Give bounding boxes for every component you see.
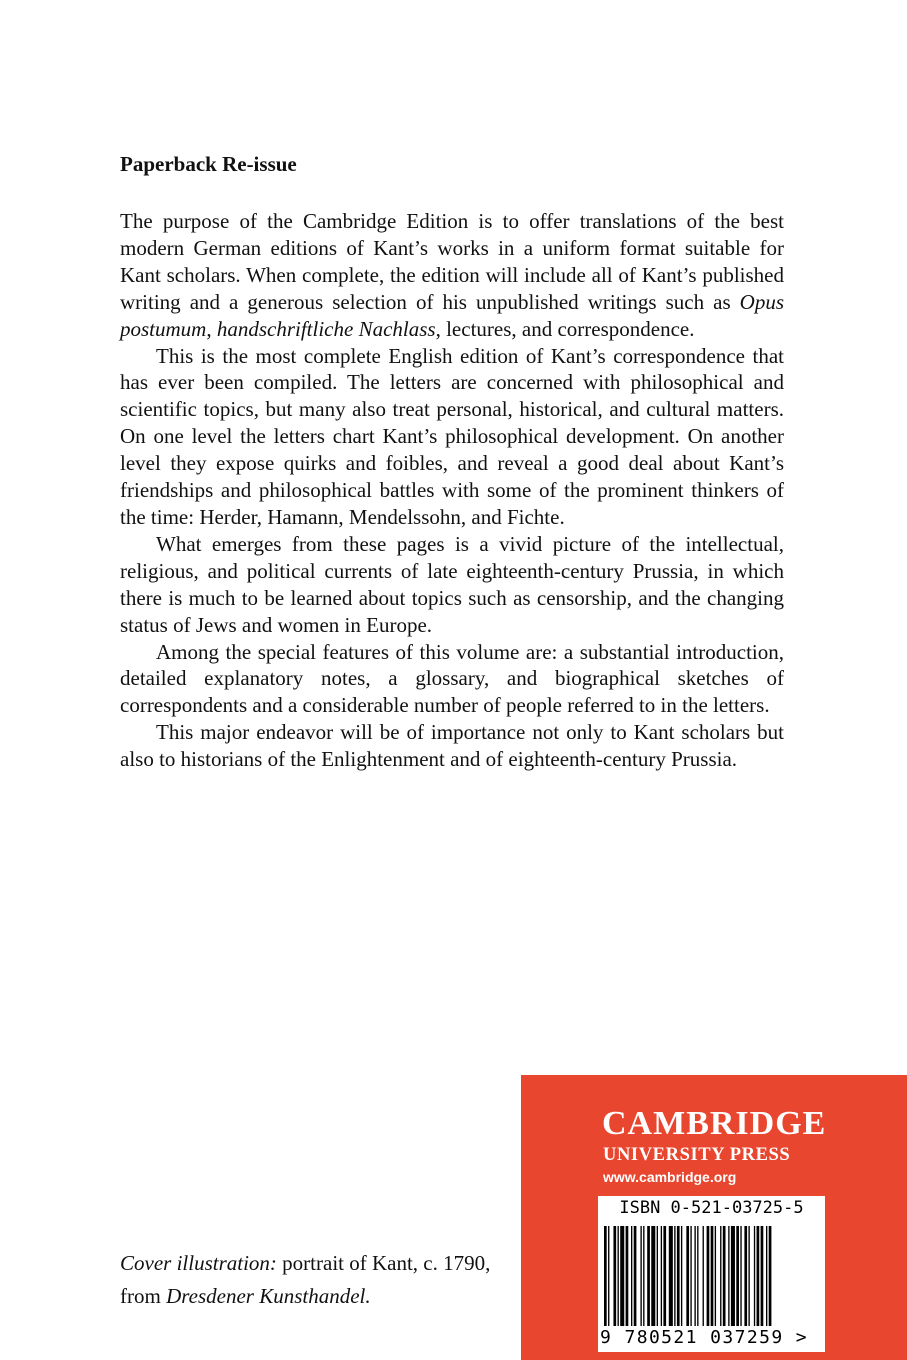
paragraph-3: What emerges from these pages is a vivid picture of the intellectual, religious, and political currents of late eighteenth-century Prussia, in which there is much to be learned about topics such as censorship, and the changing status of Jews and women in Europe.: [120, 531, 784, 637]
barcode-bar: [715, 1226, 716, 1326]
barcode-panel: [598, 1196, 825, 1352]
barcode-bar: [757, 1226, 760, 1326]
barcode-bar: [634, 1226, 637, 1326]
barcode-bar: [604, 1226, 607, 1326]
barcode-bar: [748, 1226, 749, 1326]
barcode-bar: [608, 1226, 609, 1326]
barcode-digits: 9 780521 037259 >: [600, 1327, 809, 1348]
barcode-bar: [766, 1226, 767, 1326]
paragraph-2: This is the most complete English edition of Kant’s correspondence that has ever been compiled. The letters are concerned with philosophical and scientific topics, but many also treat personal, historical, and cultural matters. On one level the letters chart Kant’s philosophical development. On another level they expose quirks and foibles, and reveal a good deal about Kant’s friendships and philosophical battles with some of the prominent thinkers of the time: Herder, Hamann, Mendelssohn, and Fichte.: [120, 343, 784, 529]
barcode-bar: [731, 1226, 735, 1326]
cover-illustration-caption: [120, 1247, 510, 1313]
paragraph-4: Among the special features of this volume are: a substantial introduction, detailed explanatory notes, a glossary, and biographical sketches of correspondents and a considerable number of people referred to in the letters.: [120, 639, 784, 718]
barcode-bar: [669, 1226, 673, 1326]
paragraph-1-text-a: The purpose of the Cambridge Edition is to offer translations of the best modern German editions of Kant’s works in a uniform format suitable for Kant scholars. When complete, the edition will include all of Kant’s published writing and a generous selection of his unpublished writings such as: [120, 209, 784, 314]
barcode-bar: [631, 1226, 632, 1326]
barcode-bar: [723, 1226, 726, 1326]
publisher-url: www.cambridge.org: [603, 1169, 737, 1185]
isbn-label: ISBN 0-521-03725-5: [619, 1198, 804, 1218]
publisher-subtitle: UNIVERSITY PRESS: [603, 1145, 791, 1165]
barcode-bar: [754, 1226, 755, 1326]
barcode-bar: [703, 1226, 704, 1326]
barcode-bar: [769, 1226, 772, 1326]
title-nachlass: handschriftliche Nachlass: [216, 316, 436, 341]
paragraph-1-sep: ,: [206, 316, 217, 341]
publisher-name: CAMBRIDGE: [602, 1105, 827, 1142]
barcode-graphic: [604, 1226, 819, 1326]
barcode-bar: [744, 1226, 747, 1326]
description-text: [120, 208, 784, 773]
caption-source: Dresdener Kunsthandel.: [166, 1284, 371, 1308]
barcode-bar: [618, 1226, 619, 1326]
barcode-bar: [674, 1226, 675, 1326]
barcode-bar: [620, 1226, 624, 1326]
barcode-bar: [711, 1226, 714, 1326]
barcode-bar: [640, 1226, 641, 1326]
barcode-bar: [690, 1226, 691, 1326]
barcode-bar: [681, 1226, 682, 1326]
barcode-bar: [740, 1226, 741, 1326]
barcode-bar: [626, 1226, 629, 1326]
barcode-bar: [707, 1226, 710, 1326]
barcode-bar: [677, 1226, 680, 1326]
paragraph-1-text-b: , lectures, and correspondence.: [435, 316, 695, 341]
caption-label: Cover illustration:: [120, 1251, 277, 1275]
caption-text: portrait of Kant, c. 1790, from: [120, 1251, 491, 1308]
barcode-bar: [661, 1226, 662, 1326]
publisher-block: [521, 1075, 907, 1360]
barcode-bar: [697, 1226, 698, 1326]
barcode-bar: [686, 1226, 689, 1326]
barcode-bar: [643, 1226, 644, 1326]
barcode-bar: [720, 1226, 721, 1326]
barcode-bar: [651, 1226, 655, 1326]
paragraph-5: This major endeavor will be of importance not only to Kant scholars but also to historians of the Enlightenment and of eighteenth-century Prussia.: [120, 720, 784, 772]
barcode-bar: [761, 1226, 764, 1326]
barcode-bar: [663, 1226, 666, 1326]
section-heading: Paperback Re-issue: [120, 152, 297, 176]
barcode-bar: [647, 1226, 650, 1326]
paragraph-1: [120, 208, 784, 343]
barcode-bar: [613, 1226, 616, 1326]
barcode-bar: [736, 1226, 739, 1326]
barcode-bar: [694, 1226, 695, 1326]
title-opus-postumum: Opus postumum: [120, 289, 784, 341]
barcode-bar: [657, 1226, 658, 1326]
barcode-bar: [728, 1226, 729, 1326]
